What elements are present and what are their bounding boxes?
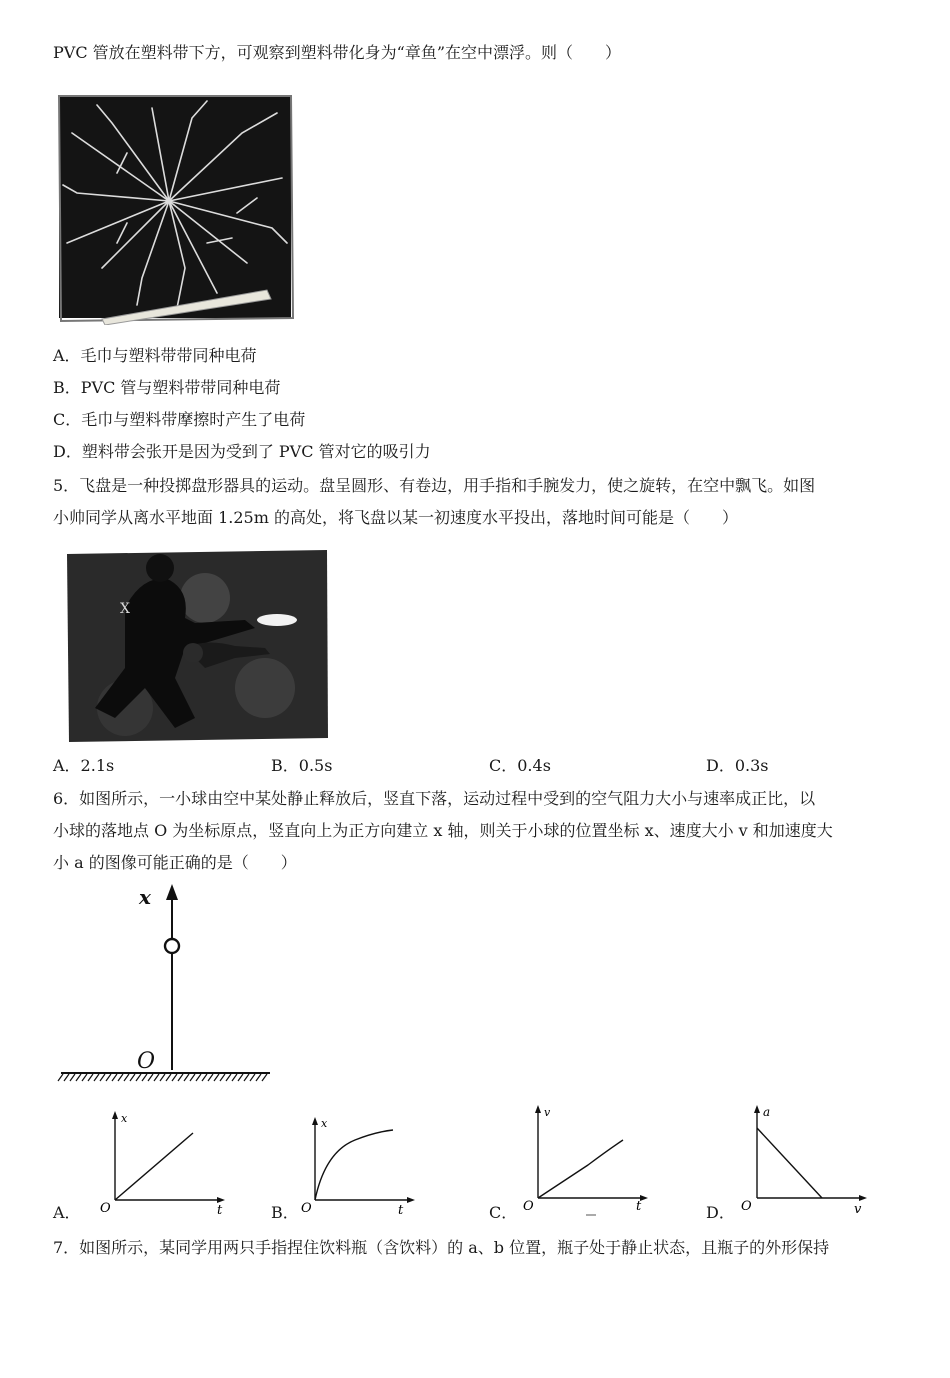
q4-option-d: D．塑料带会张开是因为受到了 PVC 管对它的吸引力 — [53, 442, 431, 461]
ground-hatch — [148, 1074, 153, 1081]
ground-hatch — [154, 1074, 159, 1081]
octopus-plastic-strip-photo — [57, 93, 297, 325]
q6-stem-line1: 6．如图所示，一小球由空中某处静止释放后，竖直下落，运动过程中受到的空气阻力大小与速率成正比，以 — [53, 789, 816, 808]
q5-stem-line2: 小帅同学从离水平地面 1.25m 的高处，将飞盘以某一初速度水平投出，落地时间可能是（ ） — [53, 508, 738, 527]
q6-stem-line3: 小 a 的图像可能正确的是（ ） — [53, 853, 297, 872]
ground-hatch — [202, 1074, 207, 1081]
graph-c-origin: O — [523, 1199, 534, 1214]
q4-stem-tail: PVC 管放在塑料带下方，可观察到塑料带化身为“章鱼”在空中漂浮。则（ ） — [53, 43, 622, 62]
graph-d — [737, 1100, 872, 1218]
ground-hatch — [214, 1074, 219, 1081]
ball — [165, 939, 179, 953]
graph-d-y-label: a — [763, 1105, 771, 1119]
graph-b — [295, 1112, 420, 1217]
ground-hatch — [76, 1074, 81, 1081]
ground-hatch — [70, 1074, 75, 1081]
ground-hatch — [220, 1074, 225, 1081]
q7-stem-line1: 7．如图所示，某同学用两只手指捏住饮料瓶（含饮料）的 a、b 位置，瓶子处于静止状态，且瓶子的外形保持 — [53, 1238, 830, 1257]
ground-hatch — [100, 1074, 105, 1081]
graph-d-x-label: v — [854, 1202, 862, 1217]
ground-hatch — [106, 1074, 111, 1081]
ground-hatch — [94, 1074, 99, 1081]
graph-b-origin: O — [301, 1201, 312, 1216]
ground-hatch — [178, 1074, 183, 1081]
q6-option-b-label: B． — [271, 1203, 299, 1222]
ground-hatch — [244, 1074, 249, 1081]
ground-hatch — [172, 1074, 177, 1081]
q5-option-d: D．0.3s — [706, 756, 769, 775]
q6-option-d-label: D． — [706, 1203, 735, 1222]
ground-hatch — [166, 1074, 171, 1081]
q5-option-c: C．0.4s — [489, 756, 551, 775]
ground-hatch — [262, 1074, 267, 1081]
falling-ball-figure — [55, 878, 280, 1088]
graph-c — [518, 1100, 653, 1220]
ground-hatch — [232, 1074, 237, 1081]
q6-option-c-label: C． — [489, 1203, 518, 1222]
ground-hatch — [130, 1074, 135, 1081]
frisbee-player-photo — [65, 548, 330, 745]
ground-hatch — [196, 1074, 201, 1081]
ground-hatch — [190, 1074, 195, 1081]
q4-option-a: A．毛巾与塑料带带同种电荷 — [53, 346, 257, 365]
ground-hatch — [88, 1074, 93, 1081]
ground-hatch — [136, 1074, 141, 1081]
ground-hatch — [124, 1074, 129, 1081]
graph-d-origin: O — [741, 1199, 752, 1214]
ground-hatch — [256, 1074, 261, 1081]
ground-hatch — [112, 1074, 117, 1081]
q4-option-c: C．毛巾与塑料带摩擦时产生了电荷 — [53, 410, 306, 429]
ground-hatch — [250, 1074, 255, 1081]
graph-a — [95, 1108, 230, 1218]
q5-option-a: A．2.1s — [53, 756, 115, 775]
q5-option-b: B．0.5s — [271, 756, 333, 775]
ground-hatch — [226, 1074, 231, 1081]
graph-c-x-label: t — [636, 1199, 642, 1214]
svg-text:X: X — [120, 601, 130, 617]
graph-c-y-label: v — [544, 1106, 551, 1119]
graph-a-x-label: t — [217, 1203, 223, 1218]
q4-option-b: B．PVC 管与塑料带带同种电荷 — [53, 378, 281, 397]
ground-hatch — [58, 1074, 63, 1081]
ground-hatch — [184, 1074, 189, 1081]
origin-label: O — [137, 1049, 156, 1074]
ground-hatch — [64, 1074, 69, 1081]
graph-b-y-label: x — [321, 1117, 328, 1130]
q6-stem-line2: 小球的落地点 O 为坐标原点，竖直向上为正方向建立 x 轴，则关于小球的位置坐标 x、速度大小 v 和加速度大 — [53, 821, 833, 840]
ground-hatch — [160, 1074, 165, 1081]
ground-hatch — [208, 1074, 213, 1081]
axis-x-label: x — [139, 885, 151, 909]
ground-hatch — [238, 1074, 243, 1081]
q5-stem-line1: 5．飞盘是一种投掷盘形器具的运动。盘呈圆形、有卷边，用手指和手腕发力，使之旋转，在空中飘飞。如图 — [53, 476, 816, 495]
ground-hatch — [142, 1074, 147, 1081]
ground-hatch — [118, 1074, 123, 1081]
graph-b-x-label: t — [398, 1203, 404, 1217]
graph-a-y-label: x — [121, 1112, 128, 1125]
q6-option-a-label: A． — [53, 1203, 81, 1222]
ground-hatch — [82, 1074, 87, 1081]
graph-a-origin: O — [100, 1201, 111, 1216]
